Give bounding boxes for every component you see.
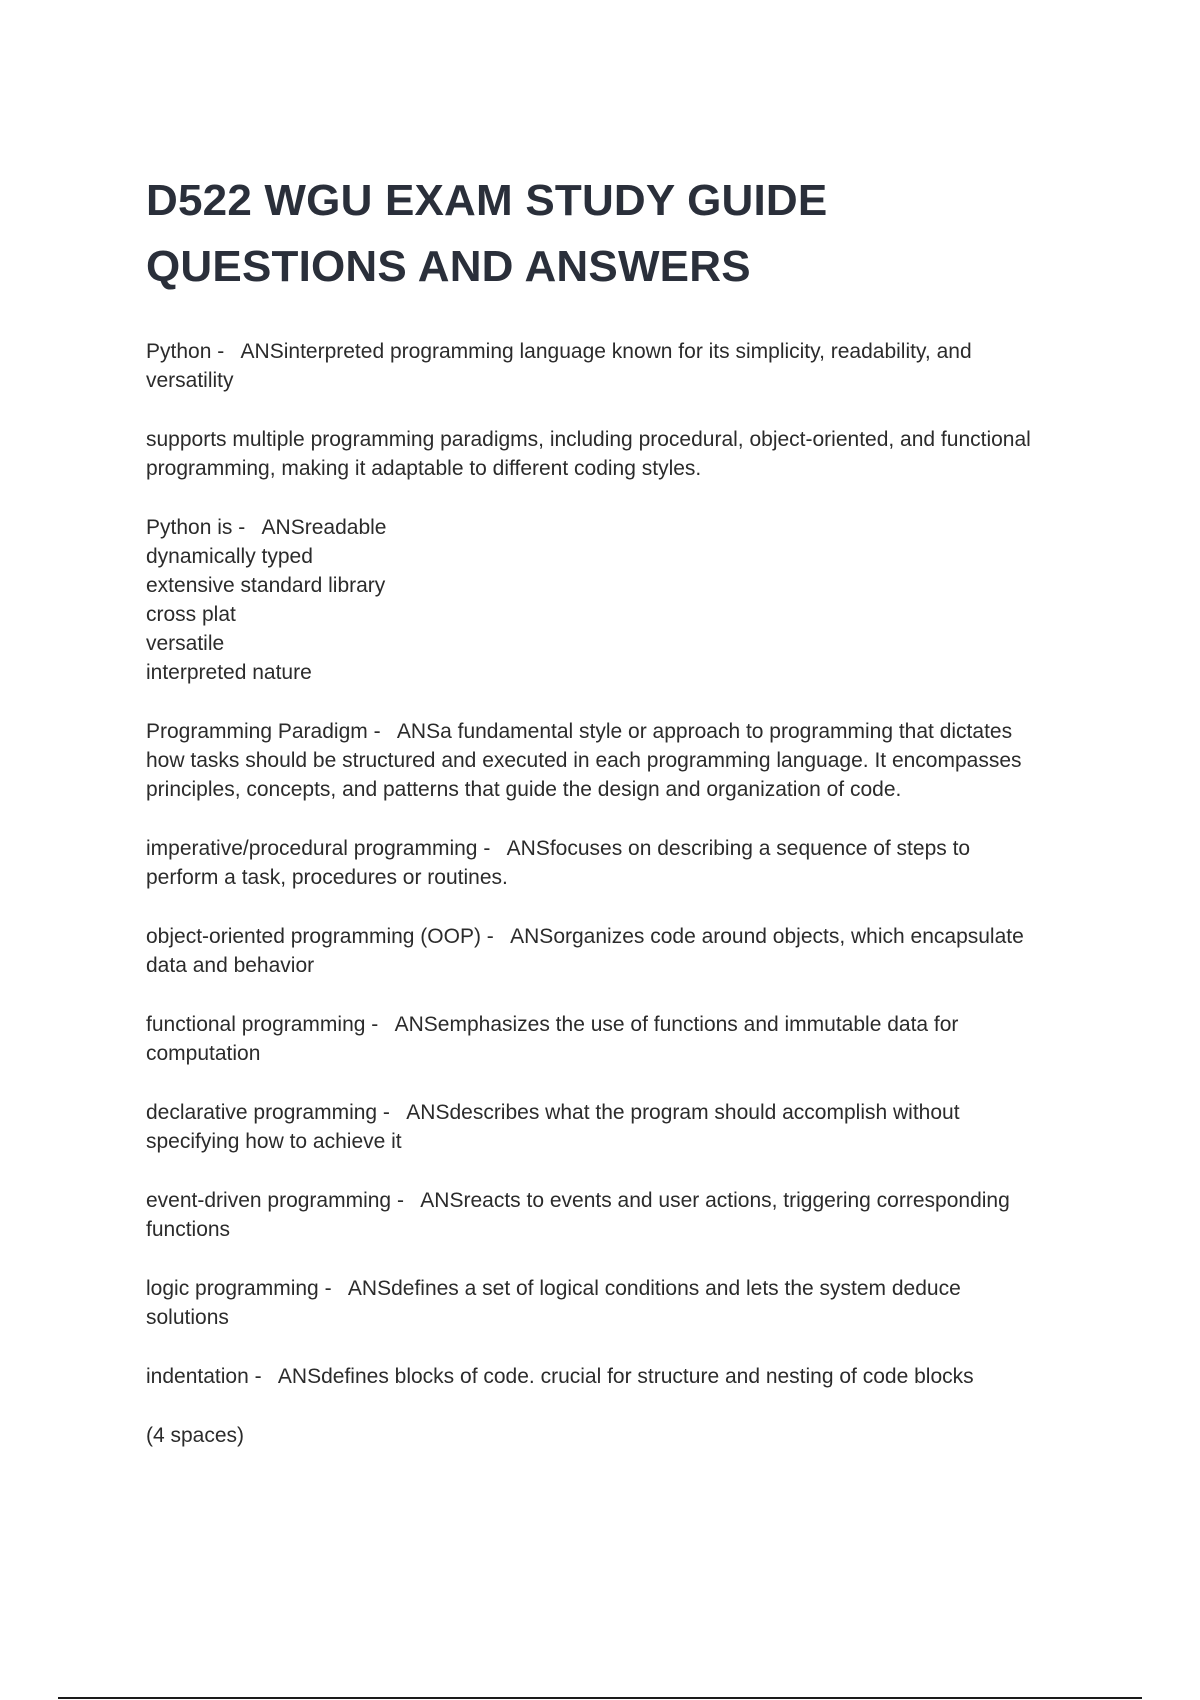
qa-paragraph — [146, 922, 1086, 980]
paragraph-line: cross plat — [146, 603, 236, 626]
qa-paragraph — [146, 1186, 1086, 1244]
paragraph-line: (4 spaces) — [146, 1424, 245, 1447]
paragraph-line: object-oriented programming (OOP) - ANSorganizes code around objects, which encapsulate — [146, 925, 1024, 948]
paragraph-line: Python - ANSinterpreted programming language known for its simplicity, readability, and — [146, 340, 972, 363]
qa-paragraph — [146, 1098, 1086, 1156]
paragraph-line: principles, concepts, and patterns that guide the design and organization of code. — [146, 778, 902, 801]
paragraph-line: versatile — [146, 632, 225, 655]
paragraph-line: logic programming - ANSdefines a set of logical conditions and lets the system deduce — [146, 1277, 961, 1300]
paragraph-line: versatility — [146, 369, 234, 392]
paragraph-line: solutions — [146, 1306, 229, 1329]
paragraph-line: Programming Paradigm - ANSa fundamental style or approach to programming that dictates — [146, 720, 1013, 743]
qa-paragraph — [146, 513, 1086, 687]
paragraph-line: indentation - ANSdefines blocks of code. crucial for structure and nesting of code blocks — [146, 1365, 974, 1388]
qa-paragraph — [146, 425, 1086, 483]
paragraph-line: declarative programming - ANSdescribes what the program should accomplish without — [146, 1101, 960, 1124]
paragraph-line: extensive standard library — [146, 574, 386, 597]
paragraph-line: computation — [146, 1042, 261, 1065]
footer-divider — [58, 1697, 1142, 1699]
paragraph-line: perform a task, procedures or routines. — [146, 866, 508, 889]
paragraph-line: functional programming - ANSemphasizes the use of functions and immutable data for — [146, 1013, 959, 1036]
paragraph-line: specifying how to achieve it — [146, 1130, 402, 1153]
paragraph-line: dynamically typed — [146, 545, 313, 568]
page-title — [146, 168, 1046, 300]
paragraph-line: event-driven programming - ANSreacts to events and user actions, triggering corresponding — [146, 1189, 1010, 1212]
paragraph-line: supports multiple programming paradigms, including procedural, object-oriented, and functional — [146, 428, 1031, 451]
paragraph-line: Python is - ANSreadable — [146, 516, 387, 539]
qa-paragraph — [146, 1274, 1086, 1332]
paragraph-line: imperative/procedural programming - ANSfocuses on describing a sequence of steps to — [146, 837, 971, 860]
qa-paragraph — [146, 717, 1086, 804]
paragraph-line: functions — [146, 1218, 231, 1241]
paragraph-line: interpreted nature — [146, 661, 312, 684]
qa-paragraph — [146, 1010, 1086, 1068]
paragraph-line: how tasks should be structured and executed in each programming language. It encompasses — [146, 749, 1022, 772]
paragraph-line: programming, making it adaptable to different coding styles. — [146, 457, 702, 480]
qa-paragraph — [146, 834, 1086, 892]
qa-body — [146, 337, 1086, 1480]
qa-paragraph — [146, 1362, 1086, 1391]
title-line-1: D522 WGU EXAM STUDY GUIDE — [146, 176, 828, 225]
paragraph-line: data and behavior — [146, 954, 315, 977]
qa-paragraph — [146, 1421, 1086, 1450]
qa-paragraph — [146, 337, 1086, 395]
title-line-2: QUESTIONS AND ANSWERS — [146, 242, 751, 291]
